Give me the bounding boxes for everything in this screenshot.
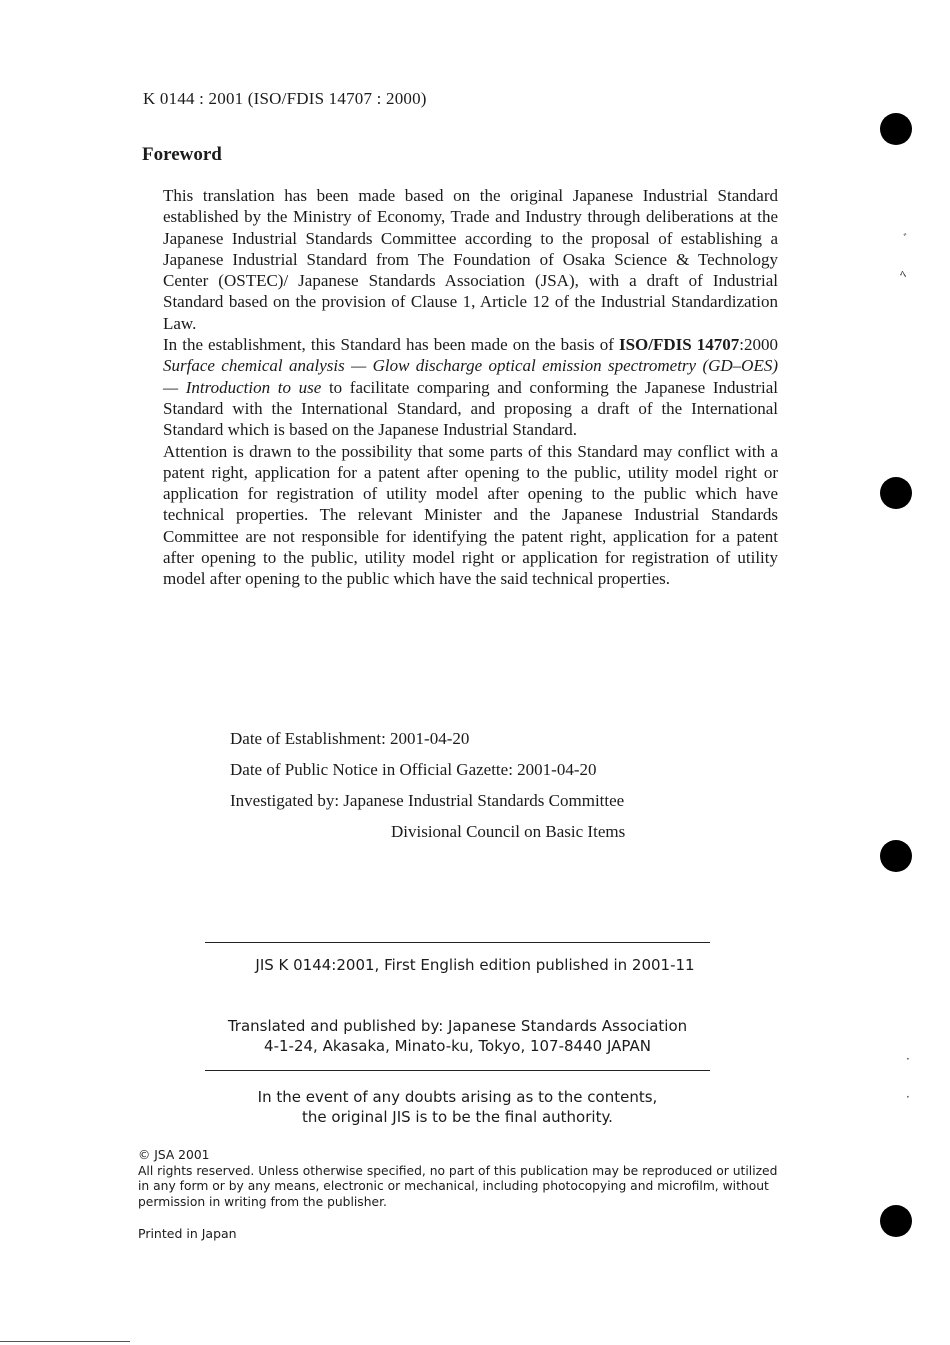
scan-edge-line xyxy=(0,1341,130,1342)
punch-hole-1 xyxy=(880,113,912,145)
scan-speck: · xyxy=(906,1052,910,1066)
standard-title: Surface chemical analysis — Glow discharge optical emission spectrometry (GD–OES) — Introduction to use xyxy=(163,356,778,397)
authority-line-1: In the event of any doubts arising as to the contents, xyxy=(257,1088,658,1106)
divider-bottom xyxy=(205,1070,710,1071)
authority-line-2: the original JIS is to be the final authority. xyxy=(302,1108,613,1126)
copyright-block xyxy=(138,1148,778,1210)
paragraph-2-prefix: In the establishment, this Standard has been made on the basis of xyxy=(163,335,614,355)
divisional-council: Divisional Council on Basic Items xyxy=(391,822,626,841)
edition-note: JIS K 0144:2001, First English edition published in 2001-11 xyxy=(255,956,695,974)
scan-speck: ﾞ xyxy=(903,232,910,246)
standard-id: ISO/FDIS 14707 xyxy=(618,335,740,355)
standard-year: :2000 xyxy=(739,335,779,355)
publisher-line-1: Translated and published by: Japanese Standards Association xyxy=(227,1017,688,1035)
date-of-establishment: Date of Establishment: 2001-04-20 xyxy=(230,729,470,748)
foreword-paragraph-3: Attention is drawn to the possibility that some parts of this Standard may conflict with a patent right, application for a patent after opening to the public, utility model right or application for registration of utility model after opening to the public which have technical properties. The relevant Minister and the Japanese Industrial Standards Committee are not responsible for identifying the patent right, application for a patent after opening to the public, utility model right or application for registration of utility model after opening to the public which have the said technical properties. xyxy=(163,441,778,589)
copyright-notice: © JSA 2001 xyxy=(138,1148,210,1162)
printed-in: Printed in Japan xyxy=(138,1226,237,1241)
foreword-paragraph-2 xyxy=(163,334,778,440)
foreword-body xyxy=(163,185,778,590)
dates-block xyxy=(230,723,625,847)
punch-hole-4 xyxy=(880,1205,912,1237)
foreword-paragraph-1: This translation has been made based on the original Japanese Industrial Standard established by the Ministry of Economy, Trade and Industry through deliberations at the Japanese Industrial Standards Committee according to the proposal of establishing a Japanese Industrial Standard from The Foundation of Osaka Science & Technology Center (OSTEC)/ Japanese Standards Association (JSA), with a draft of Industrial Standard based on the provision of Clause 1, Article 12 of the Industrial Standardization Law. xyxy=(163,186,778,333)
divider-top xyxy=(205,942,710,943)
punch-hole-2 xyxy=(880,477,912,509)
investigated-by: Investigated by: Japanese Industrial Standards Committee xyxy=(230,791,625,810)
date-of-public-notice: Date of Public Notice in Official Gazette: 2001-04-20 xyxy=(230,760,597,779)
publisher-address: 4-1-24, Akasaka, Minato-ku, Tokyo, 107-8440 JAPAN xyxy=(264,1037,651,1055)
rights-statement: All rights reserved. Unless otherwise specified, no part of this publication may be reproduced or utilized in any form or by any means, electronic or mechanical, including photocopying and microfilm, without permission in writing from the publisher. xyxy=(138,1163,778,1209)
authority-note xyxy=(205,1087,710,1127)
scan-speck: ﾍ xyxy=(900,267,907,281)
foreword-heading: Foreword xyxy=(142,144,222,165)
scan-speck: · xyxy=(906,1090,910,1104)
paragraph-2-suffix: to facilitate comparing and conforming the Japanese Industrial Standard with the International Standard, and proposing a draft of the International Standard which is based on the Japanese Industrial Standard. xyxy=(163,377,778,440)
standard-code-header: K 0144 : 2001 (ISO/FDIS 14707 : 2000) xyxy=(143,89,427,108)
punch-hole-3 xyxy=(880,840,912,872)
publisher-block xyxy=(205,1016,710,1056)
